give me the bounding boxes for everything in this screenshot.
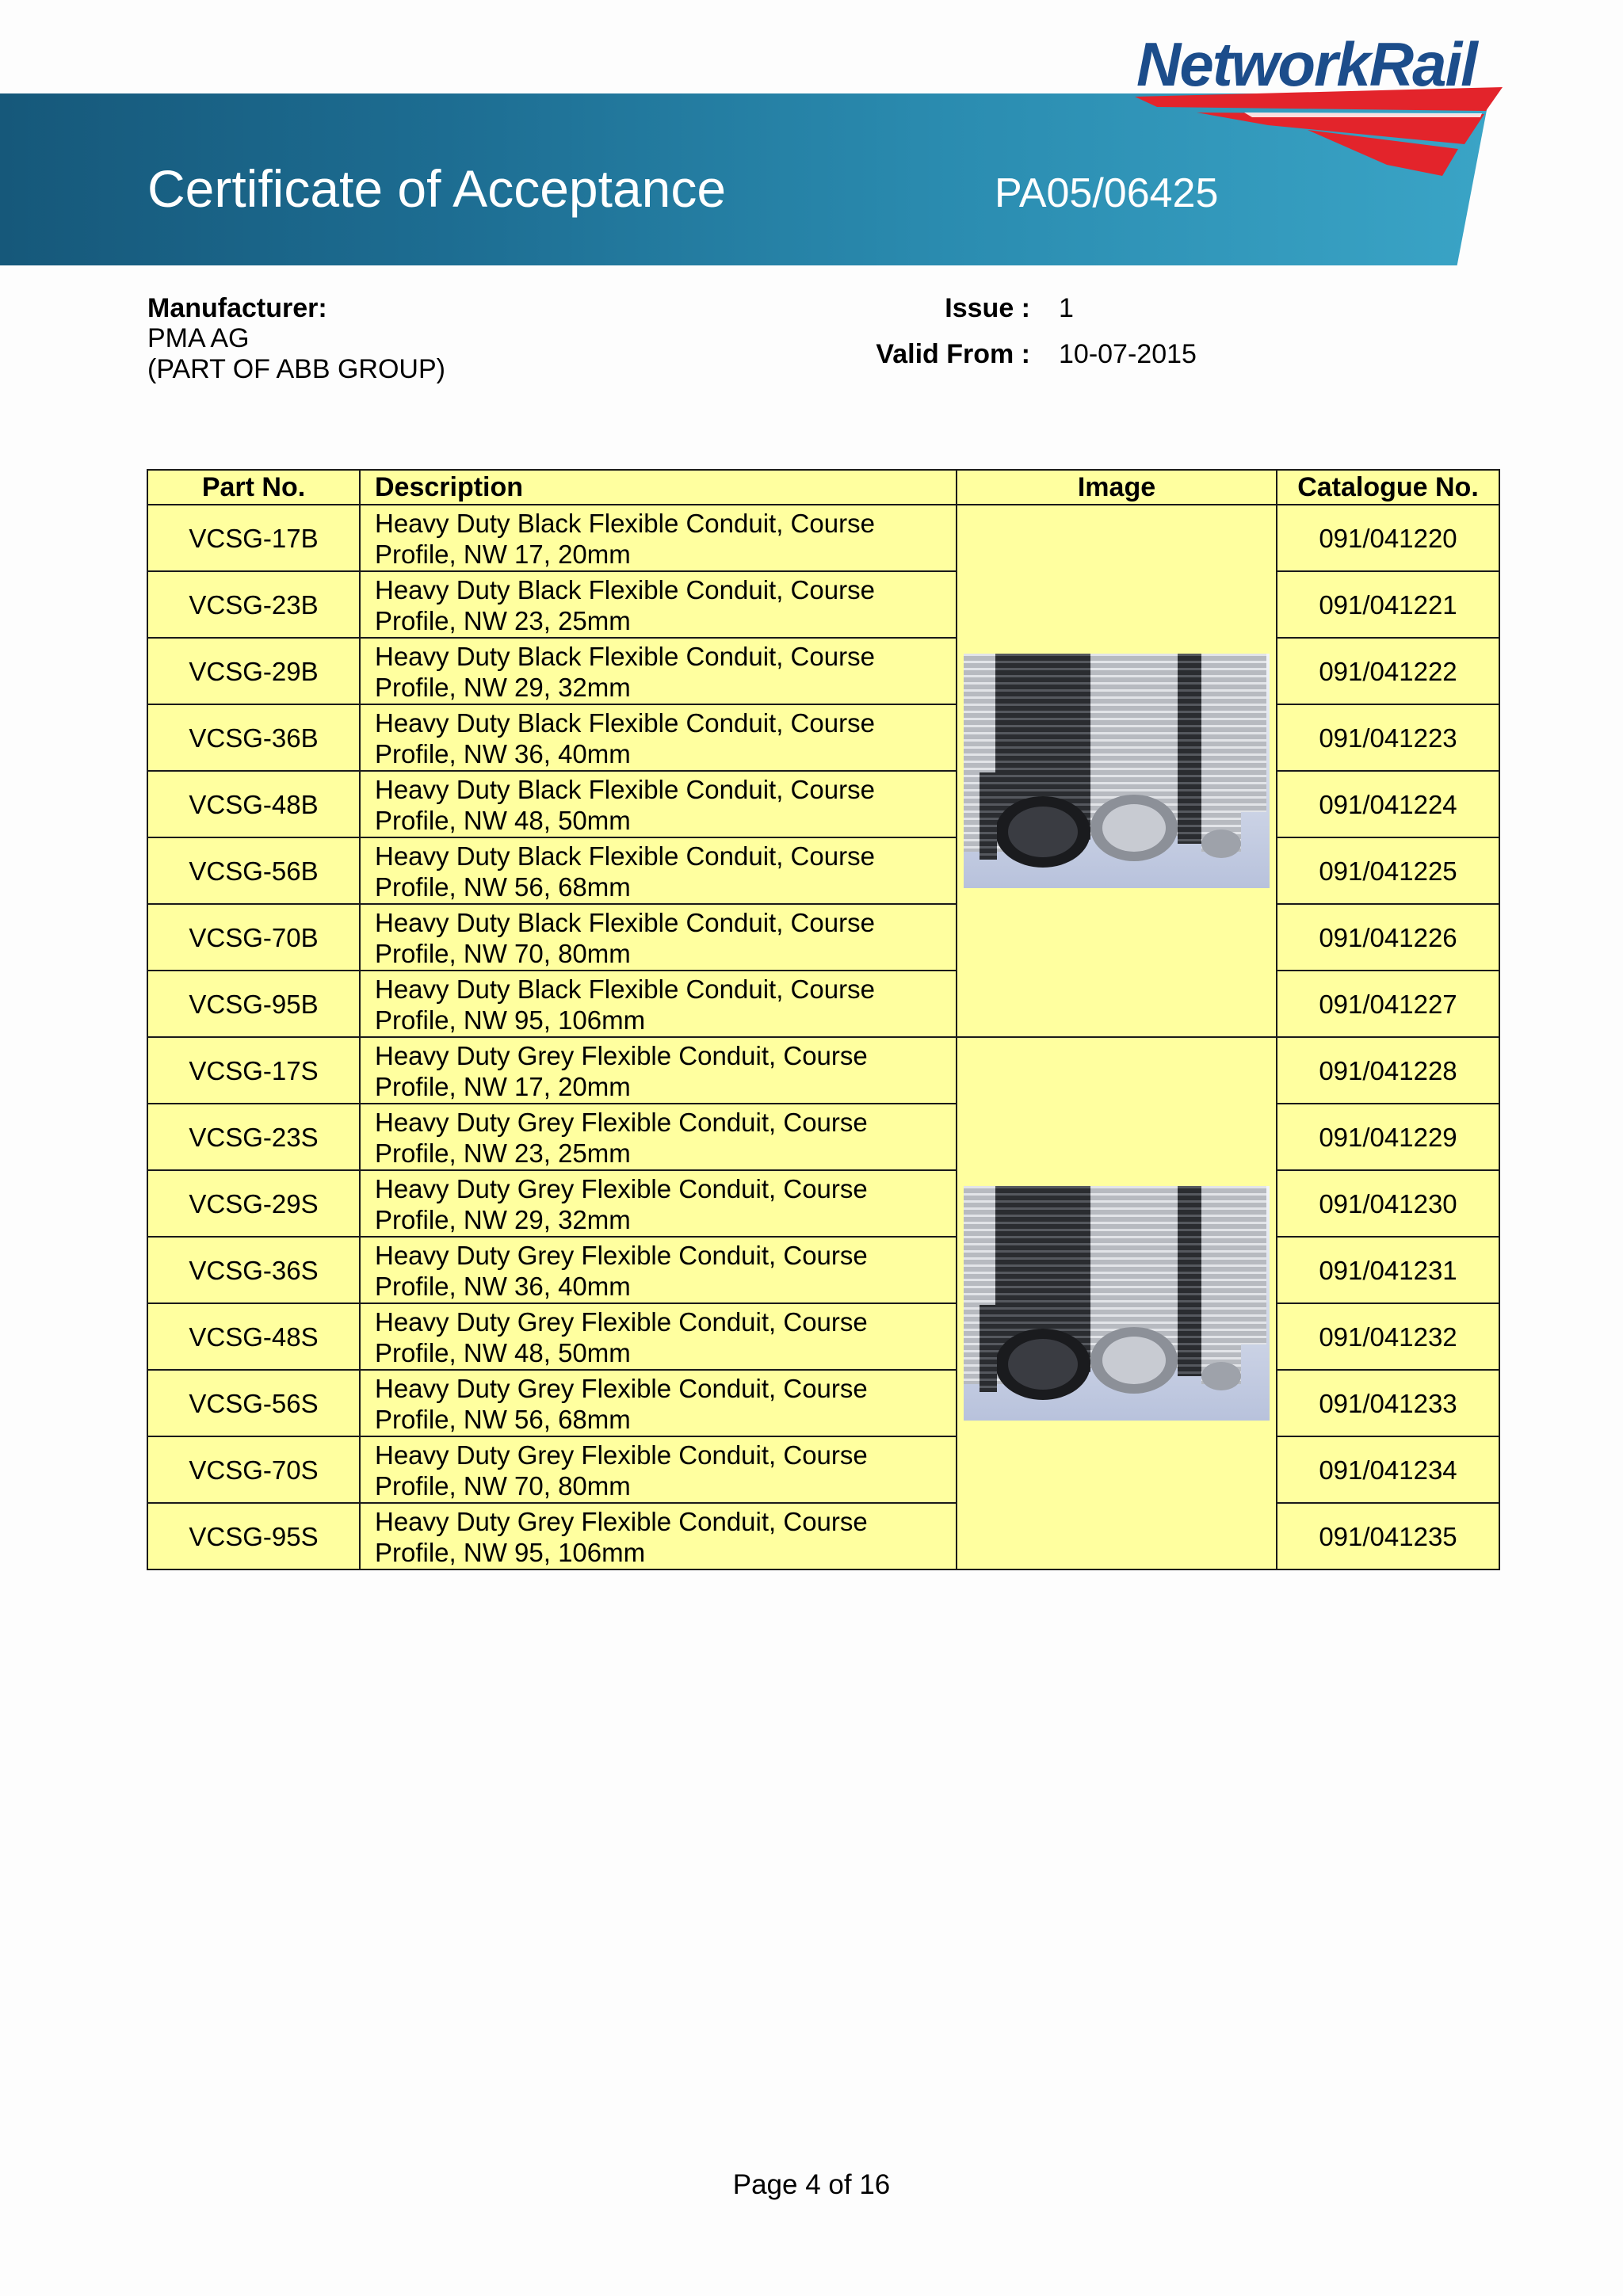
table-row [147, 1104, 1499, 1170]
catalogue-no-cell: 091/041233 [1277, 1370, 1499, 1436]
description-cell: Heavy Duty Grey Flexible Conduit, Course Profile, NW 29, 32mm [360, 1170, 957, 1237]
description-cell: Heavy Duty Black Flexible Conduit, Course Profile, NW 95, 106mm [360, 971, 957, 1037]
description-cell: Heavy Duty Grey Flexible Conduit, Course Profile, NW 95, 106mm [360, 1503, 957, 1569]
grey-conduit-photo [964, 1186, 1270, 1421]
catalogue-no-cell: 091/041227 [1277, 971, 1499, 1037]
part-no-cell: VCSG-17S [147, 1037, 360, 1104]
issue-value: 1 [1059, 293, 1074, 323]
part-no-cell: VCSG-36B [147, 704, 360, 771]
header-catalogue-no: Catalogue No. [1277, 470, 1499, 505]
page-title: Certificate of Acceptance [147, 159, 727, 218]
manufacturer-name: PMA AG [147, 323, 250, 353]
catalogue-no-cell: 091/041222 [1277, 638, 1499, 704]
catalogue-no-cell: 091/041221 [1277, 571, 1499, 638]
table-row [147, 505, 1499, 571]
part-no-cell: VCSG-95S [147, 1503, 360, 1569]
table-row [147, 1436, 1499, 1503]
description-cell: Heavy Duty Black Flexible Conduit, Course Profile, NW 56, 68mm [360, 837, 957, 904]
table-header-row [147, 470, 1499, 505]
description-cell: Heavy Duty Black Flexible Conduit, Course Profile, NW 17, 20mm [360, 505, 957, 571]
header-part-no: Part No. [147, 470, 360, 505]
description-cell: Heavy Duty Grey Flexible Conduit, Course Profile, NW 36, 40mm [360, 1237, 957, 1303]
description-cell: Heavy Duty Grey Flexible Conduit, Course Profile, NW 23, 25mm [360, 1104, 957, 1170]
grey-conduit-image-cell [957, 1037, 1277, 1569]
issue-label: Issue : [945, 293, 1030, 323]
black-conduit-image-cell [957, 505, 1277, 1037]
description-cell: Heavy Duty Black Flexible Conduit, Course Profile, NW 23, 25mm [360, 571, 957, 638]
part-no-cell: VCSG-36S [147, 1237, 360, 1303]
header-image: Image [957, 470, 1277, 505]
part-no-cell: VCSG-48B [147, 771, 360, 837]
catalogue-no-cell: 091/041228 [1277, 1037, 1499, 1104]
logo-wordmark: NetworkRail [1136, 29, 1476, 99]
catalogue-no-cell: 091/041230 [1277, 1170, 1499, 1237]
table-row [147, 1370, 1499, 1436]
table-row [147, 904, 1499, 971]
catalogue-no-cell: 091/041226 [1277, 904, 1499, 971]
description-cell: Heavy Duty Black Flexible Conduit, Course Profile, NW 70, 80mm [360, 904, 957, 971]
part-no-cell: VCSG-23S [147, 1104, 360, 1170]
part-no-cell: VCSG-29S [147, 1170, 360, 1237]
catalogue-no-cell: 091/041220 [1277, 505, 1499, 571]
parts-table [147, 469, 1500, 1570]
manufacturer-label: Manufacturer: [147, 293, 327, 323]
certificate-reference: PA05/06425 [995, 170, 1219, 216]
catalogue-no-cell: 091/041231 [1277, 1237, 1499, 1303]
black-conduit-photo [964, 654, 1270, 888]
table-row [147, 1170, 1499, 1237]
description-cell: Heavy Duty Black Flexible Conduit, Course Profile, NW 36, 40mm [360, 704, 957, 771]
table-row [147, 1237, 1499, 1303]
description-cell: Heavy Duty Grey Flexible Conduit, Course Profile, NW 56, 68mm [360, 1370, 957, 1436]
catalogue-no-cell: 091/041225 [1277, 837, 1499, 904]
table-row [147, 1303, 1499, 1370]
catalogue-no-cell: 091/041234 [1277, 1436, 1499, 1503]
table-row [147, 771, 1499, 837]
page-number: Page 4 of 16 [732, 2169, 891, 2200]
table-row [147, 638, 1499, 704]
table-row [147, 704, 1499, 771]
valid-from-value: 10-07-2015 [1059, 339, 1197, 369]
valid-from-label: Valid From : [876, 339, 1030, 369]
catalogue-no-cell: 091/041229 [1277, 1104, 1499, 1170]
header-description: Description [360, 470, 957, 505]
part-no-cell: VCSG-70S [147, 1436, 360, 1503]
catalogue-no-cell: 091/041224 [1277, 771, 1499, 837]
part-no-cell: VCSG-29B [147, 638, 360, 704]
table-row [147, 571, 1499, 638]
description-cell: Heavy Duty Grey Flexible Conduit, Course Profile, NW 70, 80mm [360, 1436, 957, 1503]
part-no-cell: VCSG-23B [147, 571, 360, 638]
part-no-cell: VCSG-95B [147, 971, 360, 1037]
table-row [147, 1503, 1499, 1569]
table-row [147, 971, 1499, 1037]
part-no-cell: VCSG-56S [147, 1370, 360, 1436]
table-row [147, 1037, 1499, 1104]
description-cell: Heavy Duty Grey Flexible Conduit, Course Profile, NW 48, 50mm [360, 1303, 957, 1370]
part-no-cell: VCSG-48S [147, 1303, 360, 1370]
table-row [147, 837, 1499, 904]
description-cell: Heavy Duty Grey Flexible Conduit, Course Profile, NW 17, 20mm [360, 1037, 957, 1104]
part-no-cell: VCSG-17B [147, 505, 360, 571]
part-no-cell: VCSG-70B [147, 904, 360, 971]
catalogue-no-cell: 091/041223 [1277, 704, 1499, 771]
part-no-cell: VCSG-56B [147, 837, 360, 904]
description-cell: Heavy Duty Black Flexible Conduit, Course Profile, NW 29, 32mm [360, 638, 957, 704]
catalogue-no-cell: 091/041232 [1277, 1303, 1499, 1370]
manufacturer-group: (PART OF ABB GROUP) [147, 354, 445, 384]
catalogue-no-cell: 091/041235 [1277, 1503, 1499, 1569]
description-cell: Heavy Duty Black Flexible Conduit, Course Profile, NW 48, 50mm [360, 771, 957, 837]
